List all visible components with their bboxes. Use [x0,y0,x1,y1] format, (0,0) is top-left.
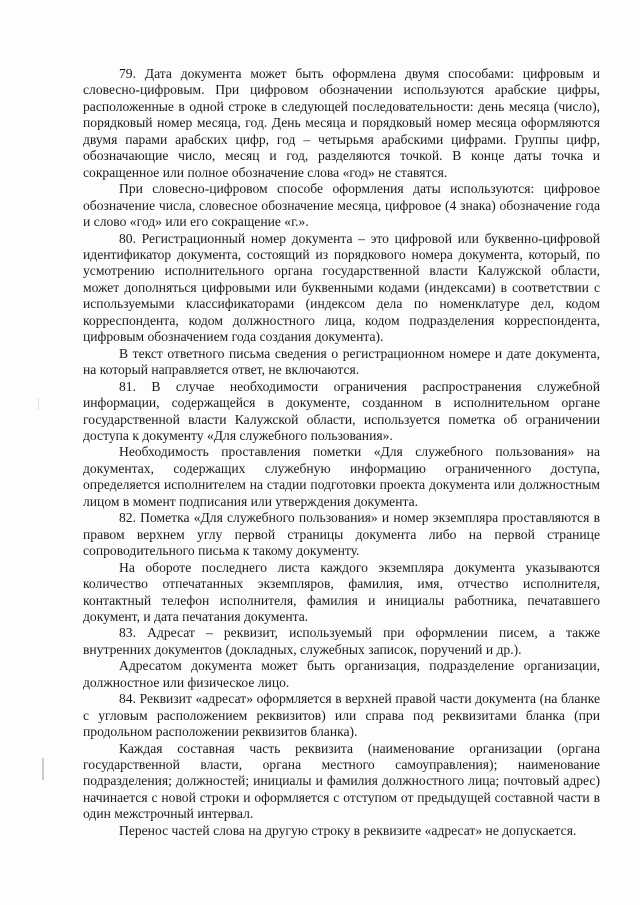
paragraph-82: 82. Пометка «Для служебного пользования» и номер экземпляра проставляются в правом верхнем углу первой страницы документа либо на первой странице сопроводительного письма к такому документу. [83,510,600,559]
paragraph-84-hyphenation: Перенос частей слова на другую строку в реквизите «адресат» не допускается. [119,822,577,838]
scan-margin-mark [42,758,44,780]
paragraph-79-date-verbal: При словесно-цифровом способе оформления даты используются: цифровое обозначение числа, словесное обозначение месяца, цифровое (4 знака) обозначение года и слово «год» или его сокращение «г.». [83,181,600,230]
paragraph-82-reverse: На обороте последнего листа каждого экземпляра документа указываются количество отпечатанных экземпляров, фамилия, имя, отчество исполнителя, контактный телефон исполнителя, фамилия и инициалы работника, печатавшего документ, и дата печатания документа. [83,559,600,624]
paragraph-83-addressee: Адресатом документа может быть организация, подразделение организации, должностное или физическое лицо. [83,658,600,690]
paragraph-84: 84. Реквизит «адресат» оформляется в верхней правой части документа (на бланке с угловым расположением реквизитов) или справа под реквизитами бланка (при продольном расположении реквизитов бланка). [83,691,600,740]
paragraph-81-necessity: Необходимость проставления пометки «Для служебного пользования» на документах, содержащих служебную информацию ограниченного доступа, определяется исполнителем на стадии подготовки проекта документа или должностным лицом в момент подписания или утверждения документа. [83,444,600,509]
paragraph-81: 81. В случае необходимости ограничения распространения служебной информации, содержащейся в документе, созданном в исполнительном органе государственной власти Калужской области, используется пометка об ограничении доступа к документу «Для служебного пользования». [83,378,600,443]
document-body [83,66,600,839]
paragraph-80: 80. Регистрационный номер документа – это цифровой или буквенно-цифровой идентификатор документа, состоящий из порядкового номера документа, который, по усмотрению исполнительного органа государственной власти Калужской области, может дополняться цифровыми или буквенными кодами (индексами) в соответствии с используемыми классификаторами (индексом дела по номенклатуре дел, кодом корреспондента, кодом должностного лица, кодом подразделения корреспондента, цифровым обозначением года создания документа). [83,230,600,345]
paragraph-84-parts: Каждая составная часть реквизита (наименование организации (органа государственной власти, органа местного самоуправления); наименование подразделения; должностей; инициалы и фамилия должностного лица; почтовый адрес) начинается с новой строки и оформляется с отступом от предыдущей составной части в один межстрочный интервал. [83,740,600,822]
paragraph-80-reply: В текст ответного письма сведения о регистрационном номере и дате документа, на который направляется ответ, не включаются. [83,345,600,378]
paragraph-83: 83. Адресат – реквизит, используемый при оформлении писем, а также внутренних документов (докладных, служебных записок, поручений и др.). [83,625,600,657]
paragraph-79: 79. Дата документа может быть оформлена двумя способами: цифровым и словесно-цифровым. При цифровом обозначении используются арабские цифры, расположенные в одной строке в следующей последовательности: день месяца (число), порядковый номер месяца, год. День месяца и порядковый номер месяца оформляются двумя парами арабских цифр, год – четырьмя арабскими цифрами. Группы цифр, обозначающие число, месяц и год, разделяются точкой. В конце даты точка и сокращенное или полное обозначение слова «год» не ставятся. [83,66,600,180]
scan-margin-mark [38,398,39,410]
